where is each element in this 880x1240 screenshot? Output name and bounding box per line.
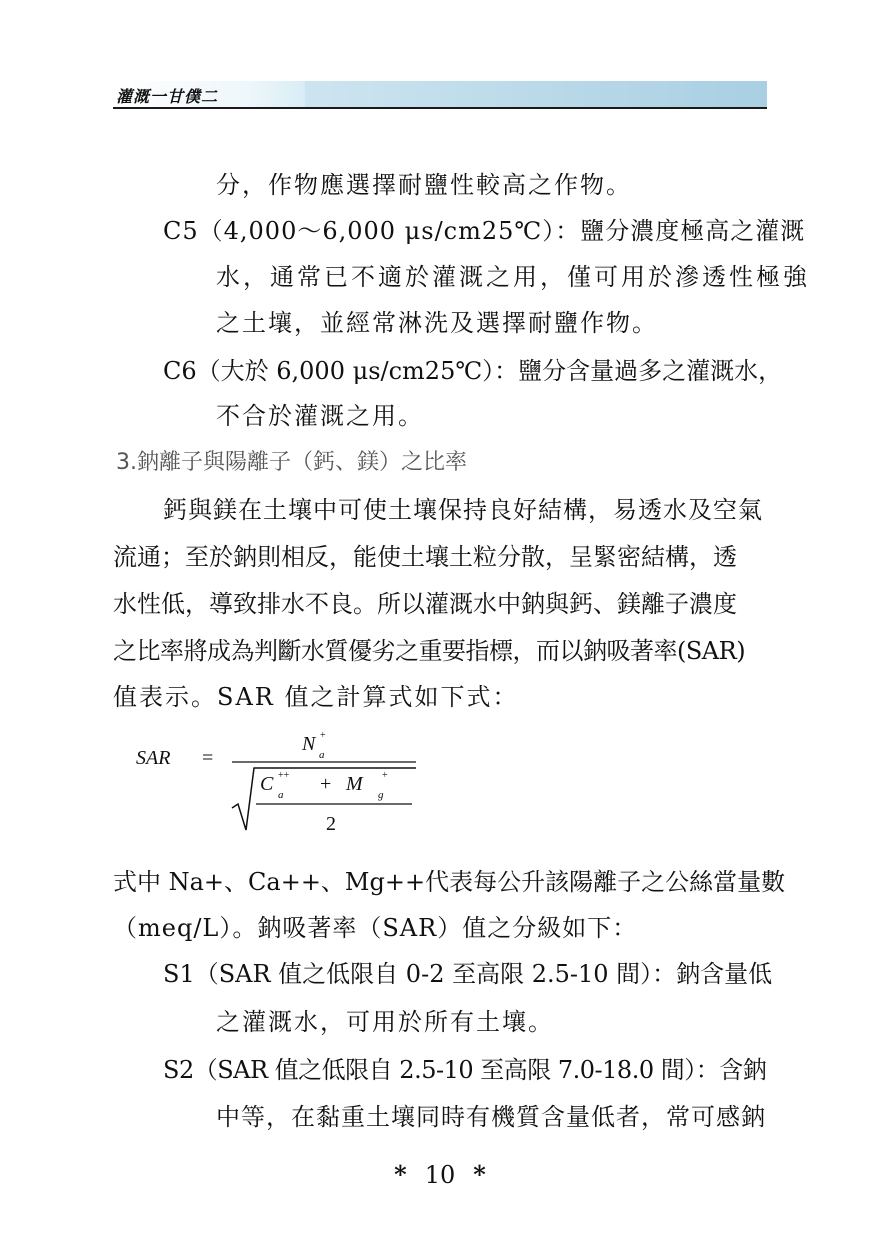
header-rule [113,107,767,109]
formula-denominator-c-sup: ++ [278,770,290,781]
list-item-s1-cont: 之灌溉水，可用於所有土壤。 [216,1008,554,1036]
formula-numerator-sub: a [319,749,325,761]
text-line: 水，通常已不適於灌溉之用，僅可用於滲透性極強 [216,263,810,291]
formula-numerator-sup: + [320,730,326,741]
paragraph-line: 水性低，導致排水不良。所以灌溉水中鈉與鈣、鎂離子濃度 [113,590,737,618]
sar-formula [120,730,440,840]
paragraph-line: （meq/L）。鈉吸著率（SAR）值之分級如下： [113,914,638,942]
paragraph-line: 之比率將成為判斷水質優劣之重要指標，而以鈉吸著率(SAR) [113,637,746,665]
formula-equals: = [202,747,214,769]
formula-denominator-m-sub: g [378,789,384,801]
running-header-title: 灌溉一甘僕二 [116,87,219,106]
page-number: 10 [424,1161,456,1189]
paragraph-line: 式中 Na+、Ca++、Mg++代表每公升該陽離子之公絲當量數 [113,868,786,896]
formula-denominator-m: M [346,773,363,795]
text-line: 之土壤，並經常淋洗及選擇耐鹽作物。 [216,309,658,337]
formula-denominator-c: C [260,773,274,795]
text-line: 分，作物應選擇耐鹽性較高之作物。 [216,171,632,199]
footer-star-left: * [394,1160,407,1189]
list-item-s1: S1（SAR 值之低限自 0-2 至高限 2.5-10 間）：鈉含量低 [163,960,773,988]
formula-numerator-n: N [302,733,316,755]
list-item-s2-cont: 中等，在黏重土壤同時有機質含量低者，常可感鈉 [216,1103,766,1131]
text-line: 不合於灌溉之用。 [216,402,424,430]
footer-star-right: * [473,1160,486,1189]
formula-lhs: SAR [136,747,171,769]
formula-denominator-two: 2 [326,813,336,835]
paragraph-line: 流通；至於鈉則相反，能使土壤土粒分散，呈緊密結構，透 [113,543,737,571]
formula-denominator-c-sub: a [278,789,284,801]
list-item-s2: S2（SAR 值之低限自 2.5-10 至高限 7.0-18.0 間）：含鈉 [163,1056,767,1084]
formula-denominator-m-sup: + [382,770,388,781]
formula-plus: + [320,773,332,795]
text-line-c5: C5（4,000～6,000 μs/cm25℃）：鹽分濃度極高之灌溉 [163,217,806,245]
text-line-c6: C6（大於 6,000 μs/cm25℃）：鹽分含量過多之灌溉水， [163,357,783,385]
paragraph-line: 值表示。SAR 值之計算式如下式： [113,683,519,711]
paragraph-line: 鈣與鎂在土壤中可使土壤保持良好結構，易透水及空氣 [163,496,763,524]
section-heading: 3.鈉離子與陽離子（鈣、鎂）之比率 [116,450,467,475]
page-footer [0,1160,880,1190]
